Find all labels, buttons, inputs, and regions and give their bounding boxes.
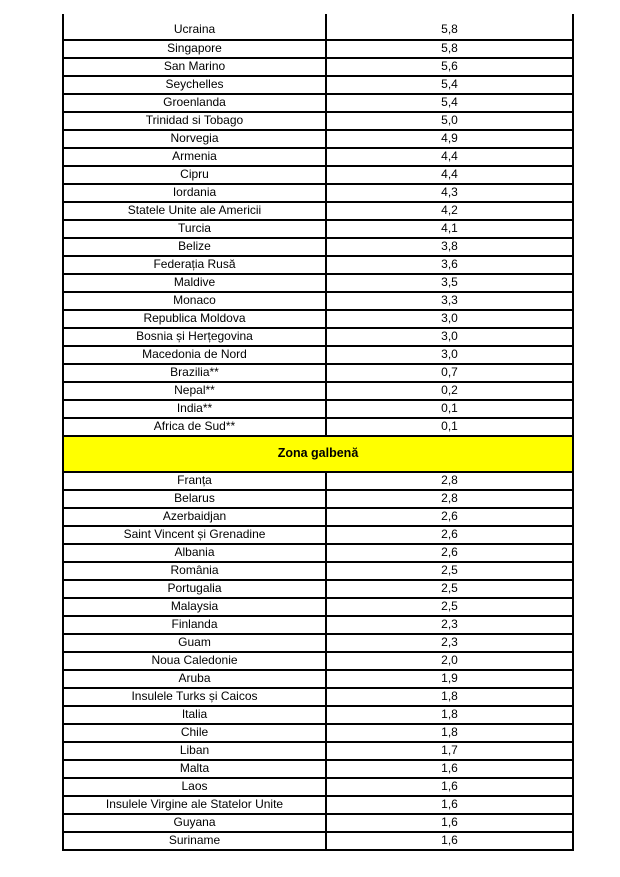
table-row: [63, 670, 573, 688]
value-cell: 2,8: [326, 472, 573, 490]
table-row: [63, 652, 573, 670]
country-cell: România: [63, 562, 326, 580]
value-cell: 3,6: [326, 256, 573, 274]
value-cell: 2,6: [326, 526, 573, 544]
value-cell: 1,6: [326, 796, 573, 814]
country-cell: Macedonia de Nord: [63, 346, 326, 364]
value-cell: 4,2: [326, 202, 573, 220]
country-cell: Azerbaidjan: [63, 508, 326, 526]
value-cell: 1,6: [326, 778, 573, 796]
value-cell: 5,6: [326, 58, 573, 76]
value-cell: 4,9: [326, 130, 573, 148]
country-cell: Italia: [63, 706, 326, 724]
value-cell: 0,7: [326, 364, 573, 382]
value-cell: 1,8: [326, 688, 573, 706]
table-row: [63, 778, 573, 796]
country-cell: Monaco: [63, 292, 326, 310]
table-row: [63, 166, 573, 184]
country-cell: Statele Unite ale Americii: [63, 202, 326, 220]
country-cell: Federația Rusă: [63, 256, 326, 274]
table-row: [63, 112, 573, 130]
red-zone-section: [63, 14, 573, 436]
table-row: [63, 706, 573, 724]
value-cell: 2,3: [326, 634, 573, 652]
table-row: [63, 364, 573, 382]
country-cell: Belarus: [63, 490, 326, 508]
country-cell: Groenlanda: [63, 94, 326, 112]
table-row: [63, 238, 573, 256]
table-row: [63, 634, 573, 652]
country-cell: Bosnia și Herțegovina: [63, 328, 326, 346]
value-cell: 3,8: [326, 238, 573, 256]
table-row: [63, 580, 573, 598]
table-row: [63, 40, 573, 58]
table-row: [63, 76, 573, 94]
value-cell: 1,8: [326, 724, 573, 742]
country-cell: Noua Caledonie: [63, 652, 326, 670]
value-cell: 2,6: [326, 544, 573, 562]
country-cell: Maldive: [63, 274, 326, 292]
table-row: [63, 292, 573, 310]
value-cell: 0,1: [326, 400, 573, 418]
table-row: [63, 760, 573, 778]
country-cell: Chile: [63, 724, 326, 742]
value-cell: 5,4: [326, 76, 573, 94]
zone-header-row: [63, 436, 573, 472]
country-cell: Guyana: [63, 814, 326, 832]
value-cell: 2,3: [326, 616, 573, 634]
table-row: [63, 148, 573, 166]
table-row: [63, 508, 573, 526]
value-cell: 2,5: [326, 598, 573, 616]
table-row: [63, 418, 573, 436]
table-row: [63, 832, 573, 850]
table-row: [63, 796, 573, 814]
country-cell: Trinidad si Tobago: [63, 112, 326, 130]
table-row: [63, 94, 573, 112]
country-cell: Franța: [63, 472, 326, 490]
country-cell: Armenia: [63, 148, 326, 166]
value-cell: 2,0: [326, 652, 573, 670]
country-cell: Albania: [63, 544, 326, 562]
country-cell: Cipru: [63, 166, 326, 184]
value-cell: 3,5: [326, 274, 573, 292]
value-cell: 4,1: [326, 220, 573, 238]
value-cell: 1,9: [326, 670, 573, 688]
table-row: [63, 256, 573, 274]
yellow-zone-section: [63, 472, 573, 850]
value-cell: 1,6: [326, 832, 573, 850]
country-cell: Iordania: [63, 184, 326, 202]
table-row: [63, 490, 573, 508]
table-row: [63, 724, 573, 742]
country-cell: Turcia: [63, 220, 326, 238]
value-cell: 3,0: [326, 328, 573, 346]
risk-zones-table: [62, 14, 574, 851]
table-row: [63, 328, 573, 346]
country-cell: Ucraina: [63, 14, 326, 40]
value-cell: 4,4: [326, 166, 573, 184]
country-cell: Liban: [63, 742, 326, 760]
country-cell: Insulele Virgine ale Statelor Unite: [63, 796, 326, 814]
table-row: [63, 562, 573, 580]
table-row: [63, 58, 573, 76]
country-cell: Portugalia: [63, 580, 326, 598]
value-cell: 3,3: [326, 292, 573, 310]
country-cell: Laos: [63, 778, 326, 796]
table-row: [63, 202, 573, 220]
table-row: [63, 544, 573, 562]
value-cell: 1,6: [326, 760, 573, 778]
table-row: [63, 472, 573, 490]
table-row: [63, 382, 573, 400]
country-cell: Africa de Sud**: [63, 418, 326, 436]
country-cell: Malaysia: [63, 598, 326, 616]
value-cell: 3,0: [326, 310, 573, 328]
yellow-zone-header-label: Zona galbenă: [63, 436, 573, 472]
country-cell: Suriname: [63, 832, 326, 850]
value-cell: 4,3: [326, 184, 573, 202]
value-cell: 2,5: [326, 562, 573, 580]
value-cell: 5,0: [326, 112, 573, 130]
table-row: [63, 220, 573, 238]
yellow-zone-header-section: [63, 436, 573, 472]
value-cell: 5,8: [326, 40, 573, 58]
table-row: [63, 14, 573, 40]
value-cell: 1,7: [326, 742, 573, 760]
table-row: [63, 274, 573, 292]
country-cell: Malta: [63, 760, 326, 778]
country-cell: Finlanda: [63, 616, 326, 634]
table-row: [63, 742, 573, 760]
value-cell: 1,6: [326, 814, 573, 832]
table-row: [63, 400, 573, 418]
value-cell: 5,4: [326, 94, 573, 112]
country-cell: Nepal**: [63, 382, 326, 400]
value-cell: 5,8: [326, 14, 573, 40]
country-cell: Guam: [63, 634, 326, 652]
country-cell: San Marino: [63, 58, 326, 76]
table-row: [63, 184, 573, 202]
value-cell: 1,8: [326, 706, 573, 724]
country-cell: Brazilia**: [63, 364, 326, 382]
table-row: [63, 346, 573, 364]
table-row: [63, 130, 573, 148]
country-cell: Norvegia: [63, 130, 326, 148]
table-row: [63, 616, 573, 634]
table-row: [63, 814, 573, 832]
value-cell: 0,2: [326, 382, 573, 400]
country-cell: Seychelles: [63, 76, 326, 94]
value-cell: 4,4: [326, 148, 573, 166]
table-row: [63, 526, 573, 544]
country-cell: Aruba: [63, 670, 326, 688]
country-cell: Republica Moldova: [63, 310, 326, 328]
value-cell: 2,5: [326, 580, 573, 598]
country-cell: Insulele Turks și Caicos: [63, 688, 326, 706]
table-row: [63, 688, 573, 706]
country-cell: Saint Vincent și Grenadine: [63, 526, 326, 544]
table-row: [63, 598, 573, 616]
country-cell: India**: [63, 400, 326, 418]
value-cell: 2,8: [326, 490, 573, 508]
table-row: [63, 310, 573, 328]
value-cell: 2,6: [326, 508, 573, 526]
value-cell: 0,1: [326, 418, 573, 436]
country-cell: Singapore: [63, 40, 326, 58]
value-cell: 3,0: [326, 346, 573, 364]
country-cell: Belize: [63, 238, 326, 256]
